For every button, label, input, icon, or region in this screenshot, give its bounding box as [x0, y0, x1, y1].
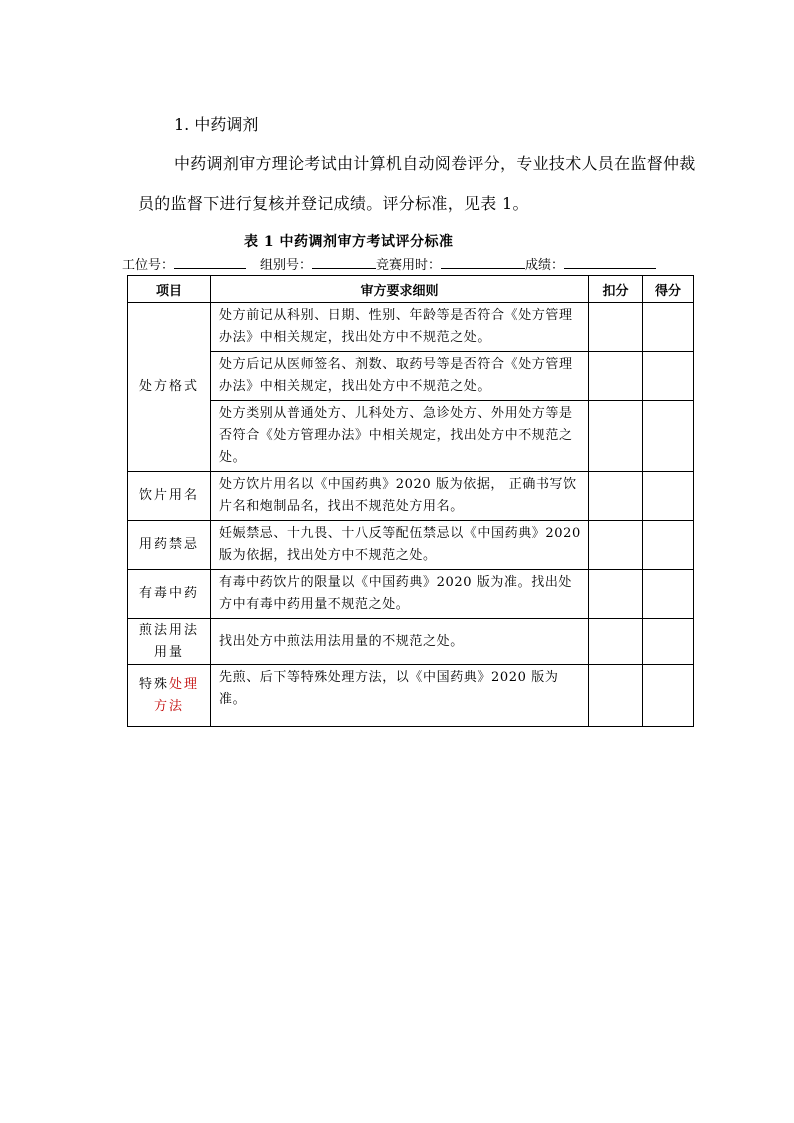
score-cell — [643, 521, 694, 570]
deduction-cell — [589, 570, 643, 619]
time-label: 竞赛用时： — [376, 258, 442, 273]
category-special — [128, 665, 211, 727]
header-requirement: 审方要求细则 — [211, 276, 589, 303]
category-format: 处方格式 — [128, 303, 211, 472]
score-cell — [643, 570, 694, 619]
group-blank — [312, 256, 376, 269]
deduction-cell — [589, 352, 643, 401]
table-row — [128, 303, 694, 352]
header-deduction: 扣分 — [589, 276, 643, 303]
workstation-label: 工位号： — [122, 258, 175, 273]
exam-meta-line — [122, 254, 692, 273]
table-row — [128, 619, 694, 665]
workstation-blank — [174, 256, 246, 269]
category-contraindication: 用药禁忌 — [128, 521, 211, 570]
requirement-cell: 找出处方中煎法用法用量的不规范之处。 — [211, 619, 589, 665]
section-heading: 1. 中药调剂 — [174, 115, 259, 134]
category-special-line2: 方法 — [153, 698, 184, 714]
header-score: 得分 — [643, 276, 694, 303]
score-cell — [643, 352, 694, 401]
table-row — [128, 521, 694, 570]
group-label: 组别号： — [260, 258, 313, 273]
score-cell — [643, 401, 694, 472]
category-herb-name: 饮片用名 — [128, 472, 211, 521]
table-header-row — [128, 276, 694, 303]
deduction-cell — [589, 521, 643, 570]
deduction-cell — [589, 303, 643, 352]
requirement-cell: 有毒中药饮片的限量以《中国药典》2020 版为准。找出处方中有毒中药用量不规范之处。 — [211, 570, 589, 619]
header-item: 项目 — [128, 276, 211, 303]
time-blank — [441, 256, 525, 269]
category-decoction-line2: 用量 — [153, 644, 184, 660]
requirement-cell: 处方类别从普通处方、儿科处方、急诊处方、外用处方等是否符合《处方管理办法》中相关规定，找出处方中不规范之处。 — [211, 401, 589, 472]
score-cell — [643, 619, 694, 665]
category-decoction-line1: 煎法用法 — [138, 622, 199, 638]
category-decoction — [128, 619, 211, 665]
table-caption: 表 1 中药调剂审方考试评分标准 — [244, 234, 454, 250]
scoring-table — [127, 275, 694, 727]
requirement-cell: 处方前记从科别、日期、性别、年龄等是否符合《处方管理办法》中相关规定，找出处方中不规范之处。 — [211, 303, 589, 352]
requirement-cell: 处方后记从医师签名、剂数、取药号等是否符合《处方管理办法》中相关规定，找出处方中不规范之处。 — [211, 352, 589, 401]
category-special-line1b: 处理 — [169, 676, 200, 692]
score-cell — [643, 665, 694, 727]
score-label: 成绩： — [525, 258, 565, 273]
deduction-cell — [589, 665, 643, 727]
intro-paragraph: 中药调剂审方理论考试由计算机自动阅卷评分，专业技术人员在监督仲裁员的监督下进行复核并登记成绩。评分标准，见表 1。 — [138, 154, 696, 213]
table-row — [128, 570, 694, 619]
table-row — [128, 401, 694, 472]
deduction-cell — [589, 472, 643, 521]
deduction-cell — [589, 619, 643, 665]
score-blank — [564, 256, 656, 269]
deduction-cell — [589, 401, 643, 472]
table-row — [128, 472, 694, 521]
requirement-cell: 妊娠禁忌、十九畏、十八反等配伍禁忌以《中国药典》2020 版为依据，找出处方中不规范之处。 — [211, 521, 589, 570]
table-row — [128, 352, 694, 401]
score-cell — [643, 303, 694, 352]
score-cell — [643, 472, 694, 521]
category-toxic: 有毒中药 — [128, 570, 211, 619]
requirement-cell: 先煎、后下等特殊处理方法，以《中国药典》2020 版为准。 — [211, 665, 589, 727]
category-special-line1a: 特殊 — [138, 676, 169, 692]
table-row — [128, 665, 694, 727]
requirement-cell: 处方饮片用名以《中国药典》2020 版为依据， 正确书写饮片名和炮制品名，找出不规范处方用名。 — [211, 472, 589, 521]
